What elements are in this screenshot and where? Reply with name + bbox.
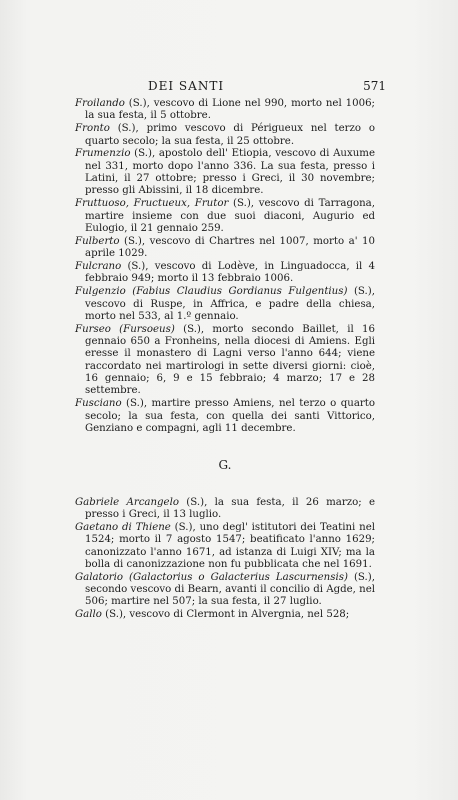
- entry-text: (S.), vescovo di Chartres nel 1007, morto a' 10 aprile 1029.: [85, 235, 375, 260]
- entry-text: (S.), vescovo di Clermont in Alvergnia, nel 528;: [101, 609, 350, 621]
- entry: [75, 497, 375, 522]
- entry-name: Fulcrano: [75, 260, 122, 272]
- entry-name: Fruttuoso, Fructueux, Frutor: [75, 198, 229, 210]
- entry: [75, 324, 375, 398]
- entry-name: Furseo (Fursoeus): [75, 323, 175, 335]
- entry: [75, 572, 375, 609]
- entry: [75, 261, 375, 286]
- entry-text: (S.), vescovo di Lodève, in Linguadocca, il 4 febbraio 949; morto il 13 febbraio 1006.: [85, 260, 375, 285]
- entry-name: Gabriele Arcangelo: [75, 496, 179, 508]
- entry: [75, 98, 375, 123]
- entry: [75, 609, 375, 621]
- entry: [75, 522, 375, 571]
- entry-name: Fronto: [75, 123, 110, 135]
- page-number: 571: [363, 79, 386, 93]
- entry-text: (S.), morto secondo Baillet, il 16 gennaio 650 a Fronheins, nella diocesi di Amiens. Egli eresse il monastero di Lagni verso l'anno 644; viene raccordato nei martirologi in sette diversi giorni: cioè, 16 gennaio; 6, 9 e 15 febbraio; 4 marzo; 17 e 28 settembre.: [85, 323, 375, 397]
- entry: [75, 198, 375, 235]
- entry-text: (S.), uno degl' istitutori dei Teatini nel 1524; morto il 7 agosto 1547; beatificato l'anno 1629; canonizzato l'anno 1671, ad istanza di Luigi XIV; ma la bolla di canonizzazione non fu pubblicata che nel 1691.: [85, 521, 375, 570]
- entry-name: Galatorio (Galactorius o Galacterius Lascurnensis): [75, 571, 348, 583]
- running-title: DEI SANTI: [148, 79, 225, 93]
- entry: [75, 148, 375, 197]
- text-body: [75, 98, 375, 622]
- entry-name: Froilando: [75, 98, 125, 109]
- entry: [75, 286, 375, 323]
- entry-text: (S.), martire presso Amiens, nel terzo o quarto secolo; la sua festa, con quella dei santi Vittorico, Genziano e compagni, agli 11 decembre.: [85, 398, 375, 434]
- entry-name: Frumenzio: [75, 148, 131, 160]
- entry: [75, 123, 375, 148]
- entry-name: Fulgenzio (Fabius Claudius Gordianus Fulgentius): [75, 286, 348, 298]
- entry-text: (S.), vescovo di Ruspe, in Affrica, e padre della chiesa, morto nel 533, al 1.º gennaio.: [85, 286, 375, 322]
- entry: [75, 236, 375, 261]
- entry-text: (S.), secondo vescovo di Bearn, avanti il concilio di Agde, nel 506; martire nel 507; la sua festa, il 27 luglio.: [85, 571, 375, 608]
- entry-text: (S.), vescovo di Tarragona, martire insieme con due suoi diaconi, Augurio ed Eulogio, il 21 gennaio 259.: [85, 198, 375, 234]
- entry: [75, 398, 375, 435]
- entry-name: Gaetano di Thiene: [75, 521, 171, 533]
- entries-f: [75, 98, 375, 435]
- entries-g: [75, 497, 375, 622]
- entry-text: (S.), vescovo di Lione nel 990, morto nel 1006; la sua festa, il 5 ottobre.: [85, 98, 375, 122]
- entry-name: Fulberto: [75, 235, 120, 247]
- entry-text: (S.), primo vescovo di Périgueux nel terzo o quarto secolo; la sua festa, il 25 ottobre.: [85, 123, 375, 147]
- entry-name: Gallo: [75, 609, 102, 621]
- entry-text: (S.), apostolo dell' Etiopia, vescovo di Auxume nel 331, morto dopo l'anno 336. La sua festa, presso i Latini, il 27 ottobre; presso i Greci, il 30 novembre; presso gli Abissini, il 18 dicembre.: [85, 148, 375, 197]
- entry-name: Fusciano: [75, 398, 122, 410]
- section-letter: G.: [218, 458, 232, 473]
- entry-text: (S.), la sua festa, il 26 marzo; e presso i Greci, il 13 luglio.: [85, 496, 375, 520]
